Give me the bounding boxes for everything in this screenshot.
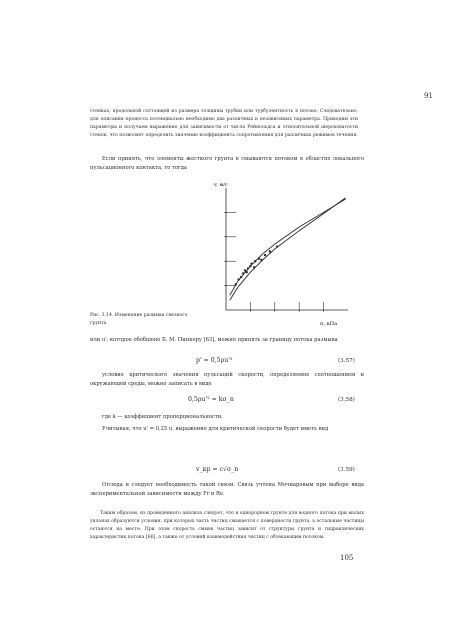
curve-2 (230, 198, 346, 300)
y-axis-label: v, м/с (214, 182, 228, 188)
data-point (258, 258, 260, 260)
data-point (247, 267, 249, 269)
paragraph-3: или u', которое обобщено Б. М. Пинкеру [63], можно принять за границу потока размыва (90, 337, 338, 343)
data-point (244, 269, 246, 271)
paragraph-2: Если принять, что элементы жесткого грунта в смываются потоком в областях локального пульсационного контакта, то тогда (90, 156, 364, 171)
data-point (250, 262, 252, 264)
footer-page-number: 105 (340, 554, 354, 562)
data-point (240, 276, 242, 278)
paragraph-7: Отсюда и следует необходимость такой связи. Связь учтена Мочиаровым при выборе вида экспериментальной зависимости между Fr и Re. (90, 482, 364, 497)
paragraph-6: Учитывая, что u' = 0,25 u, выражение для критической скорости будет иметь вид (102, 426, 329, 432)
figure-caption (90, 312, 198, 327)
figure-chart (208, 178, 358, 328)
data-point (269, 250, 271, 252)
data-point (276, 245, 278, 247)
formula-3-59: v_кр = c√σ_n (196, 466, 239, 473)
data-point (254, 260, 256, 262)
formula-3-58: 0,5ρu'² = kσ_n (188, 396, 234, 403)
data-point (253, 266, 255, 268)
formula-3-57-number: (3.57) (338, 358, 355, 364)
formula-3-59-number: (3.59) (338, 467, 355, 473)
paragraph-1: стенках, продольной состоящей из размера толщины трубки или турбулентность в потоке. Следовательно, для описания процесса потенциально необходимо два различных и независимых параметра. Приводим эти параметры и получаем выражение для зависимости от числа Рейнольдса и относительной шероховатости стенок, что позволяет определить значение коэффициента сопротивления для различных режимов течения. (90, 109, 358, 138)
data-point (246, 271, 248, 273)
data-point (264, 254, 266, 256)
x-axis-label: σ, кПа (320, 321, 338, 327)
data-point (249, 265, 251, 267)
data-point (237, 278, 239, 280)
formula-3-58-number: (3.58) (338, 397, 355, 403)
paragraph-5: где k — коэффициент пропорциональности. (102, 414, 223, 420)
data-point (260, 259, 262, 261)
curve-1 (230, 199, 346, 295)
formula-3-57: p' = 0,5ρu'² (196, 357, 233, 364)
data-point (235, 283, 237, 285)
paragraph-8: Таким образом, из проведенного анализа следует, что в однородном грунте для водного потока при малых уклонах образуются условия, при которых часть частиц смывается с поверхности грунта, а остальные частицы остаются на месте. При этом скорость смыва частиц зависит от структуры грунта и гидравлических характеристик потока [66], а также от условий взаимодействия частиц с обтекающим потоком. (90, 511, 364, 540)
paragraph-4: условие критического значения пульсаций скорости, определяемое соотношением и окружающей среды, можно записать в виде (90, 372, 364, 387)
chart-lines (230, 198, 346, 300)
header-page-number: 91 (424, 92, 433, 100)
chart-frame (226, 188, 348, 310)
figure-caption-label: Рис. 3.14. (90, 313, 114, 318)
data-point (242, 272, 244, 274)
figure-caption-text: Изменение размыва связного грунта (90, 313, 188, 326)
chart-ticks (224, 212, 324, 312)
